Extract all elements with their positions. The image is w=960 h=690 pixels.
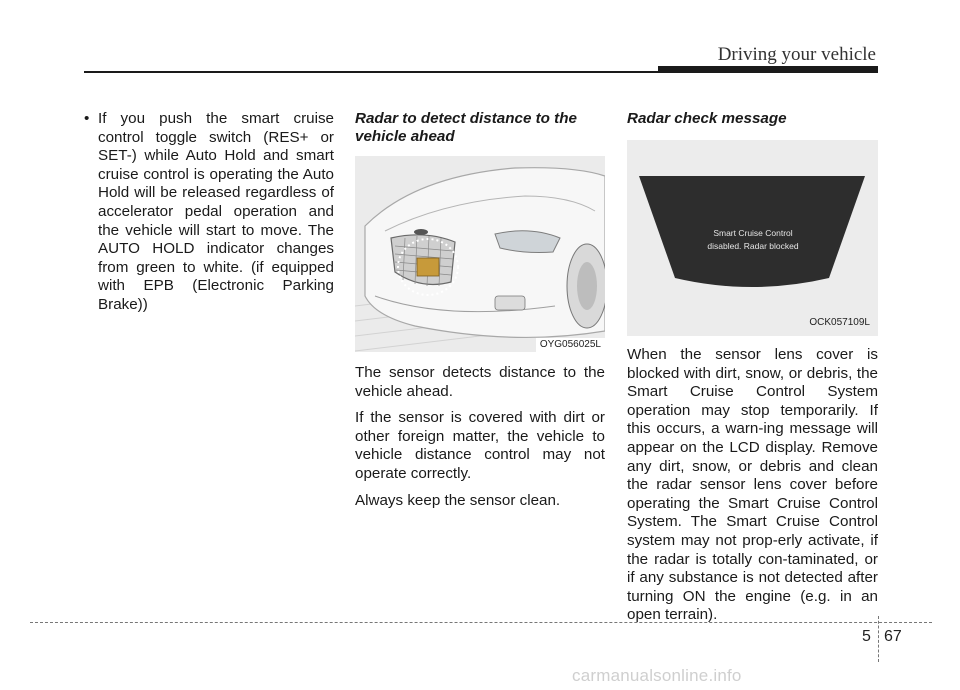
chapter-number: 5: [862, 628, 871, 645]
header-rule-accent: [658, 66, 878, 73]
column-right: [627, 110, 878, 633]
radar-section-heading: Radar to detect distance to the vehicle ahead: [355, 110, 577, 145]
figure-code: OYG056025L: [536, 338, 605, 352]
footer-rule: [30, 622, 932, 623]
bullet-item: [84, 110, 334, 315]
car-front-illustration: [355, 156, 605, 352]
column-left: [84, 110, 334, 315]
paragraph: When the sensor lens cover is blocked with dirt, snow, or debris, the Smart Cruise Control System operation may stop temporarily. If this occurs, a warn-ing message will appear on the LCD display. Remove any dirt, snow, or debris and clean the radar sensor lens cover before operating the Smart Cruise Control System. The Smart Cruise Control system may not prop-erly activate, if the radar is totally con-taminated, or if any substance is not detected after turning ON the engine (e.g. in an open terrain).: [627, 346, 878, 624]
lcd-message-line2: disabled. Radar blocked: [707, 241, 799, 251]
page-number: 67: [884, 628, 902, 645]
bullet-dot: •: [84, 110, 90, 127]
watermark: carmanualsonline.info: [572, 666, 742, 685]
paragraph: Always keep the sensor clean.: [355, 491, 561, 509]
lcd-message-line1: Smart Cruise Control: [713, 228, 793, 238]
section-title: Driving your vehicle: [717, 44, 876, 65]
lcd-message-figure: [627, 140, 878, 336]
page-number-divider: [878, 616, 879, 662]
front-car-radar-figure: [355, 156, 605, 352]
column-middle: [355, 110, 605, 518]
lcd-display-illustration: [627, 140, 878, 336]
header-rule: [84, 71, 662, 73]
radar-message-heading: Radar check message: [627, 110, 787, 127]
bullet-text: If you push the smart cruise control toggle switch (RES+ or SET-) while Auto Hold and smart cruise control is operating the Auto Hold will be released regardless of accelerator pedal operation and the vehicle will start to move. The AUTO HOLD indicator changes from green to white. (if equipped with EPB (Electronic Parking Brake)): [98, 110, 334, 313]
paragraph: The sensor detects distance to the vehicle ahead.: [355, 364, 605, 400]
figure-code: OCK057109L: [809, 317, 870, 328]
paragraph: If the sensor is covered with dirt or other foreign matter, the vehicle to vehicle distance control may not operate correctly.: [355, 409, 605, 482]
